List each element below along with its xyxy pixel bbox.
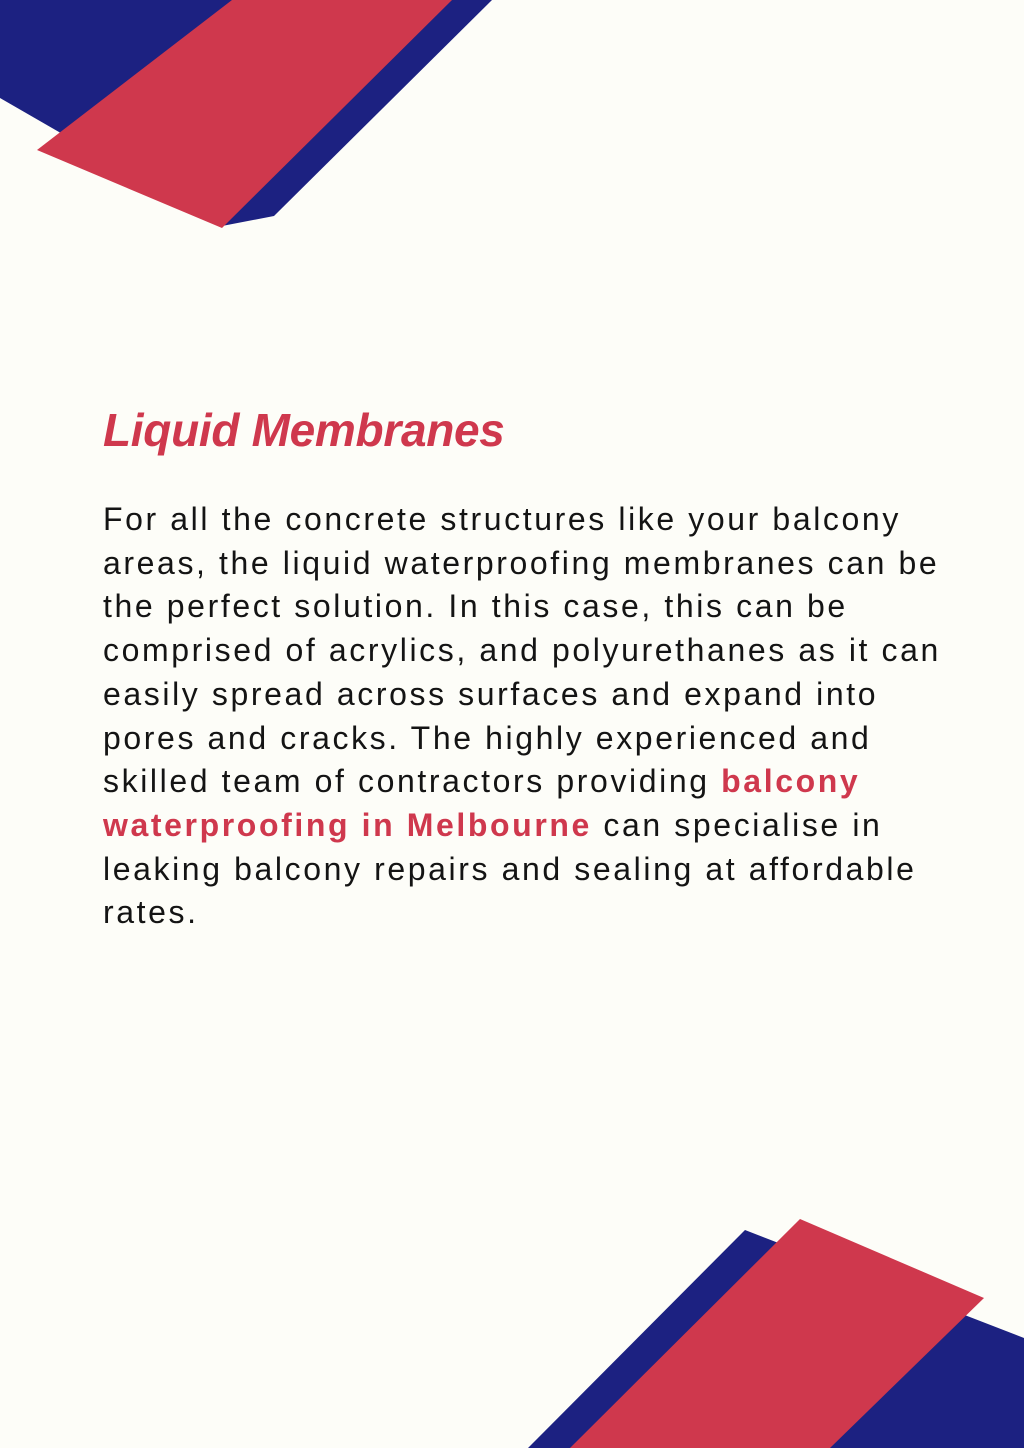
paragraph-text-end: can specialise in leaking balcony repairs and sealing at affordable rates. [103,806,917,931]
page-title: Liquid Membranes [103,404,505,456]
content-block [103,398,963,935]
body-paragraph [103,498,963,935]
melbourne-waterproofing-link[interactable]: balcony waterproofing in Melbourne [103,763,861,843]
paragraph-text-start: For all the concrete structures like your balcony areas, the liquid waterproofing membranes can be the perfect solution. In this case, this can be comprised of acrylics, and polyurethanes as it can easily spread across surfaces and expand into pores and cracks. The highly experienced and skilled team of contractors providing [103,501,941,800]
